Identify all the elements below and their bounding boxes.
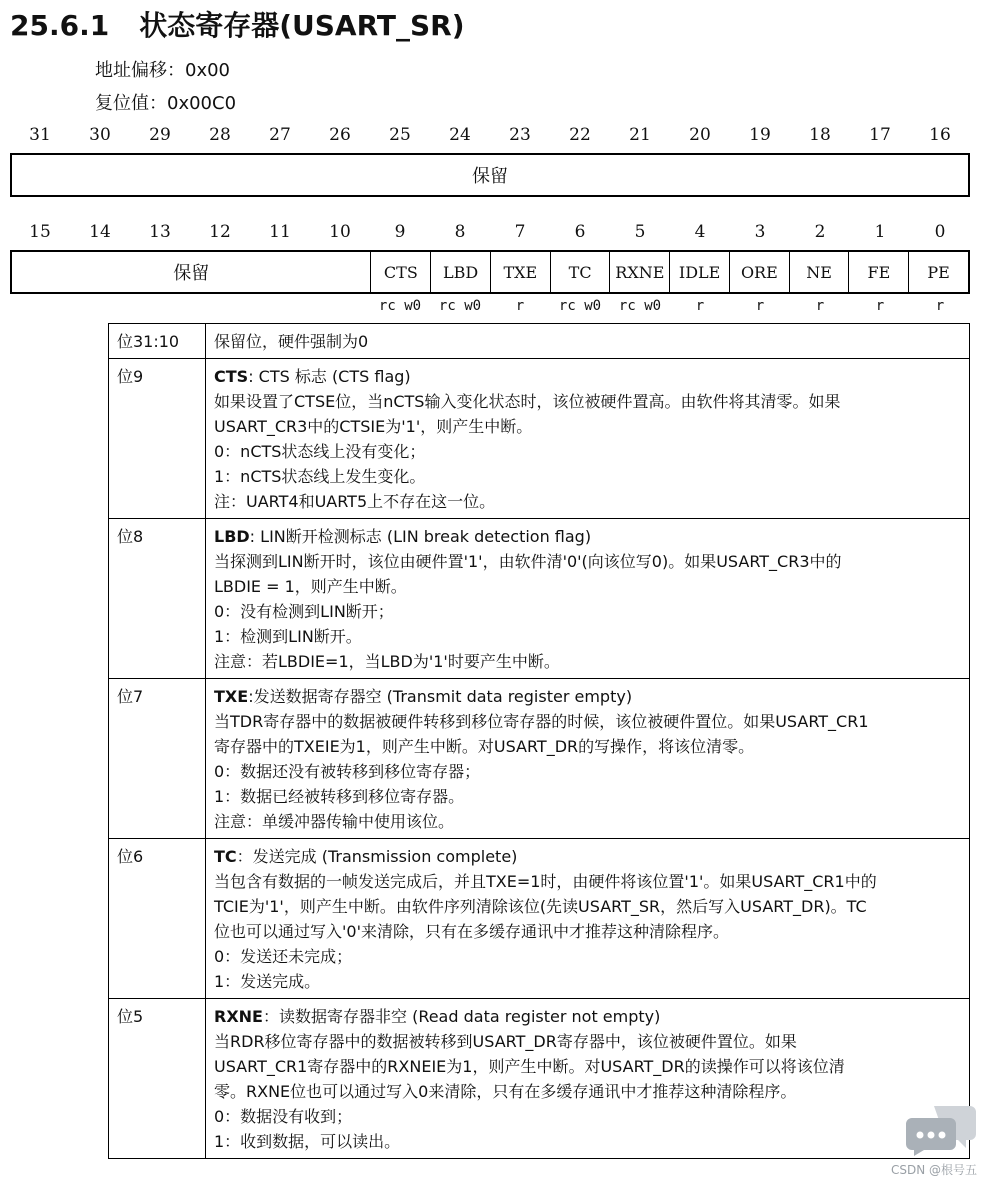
description-line: 0：数据还没有被转移到移位寄存器； <box>214 762 481 781</box>
reserved-field: 保留 <box>472 166 508 187</box>
description-line: 1：检测到LIN断开。 <box>214 627 362 646</box>
bit-number: 16 <box>929 125 951 145</box>
description-line: 如果设置了CTSE位，当nCTS输入变化状态时，该位被硬件置高。由软件将其清零。如果 <box>214 392 841 411</box>
field-txe: TXE <box>490 252 550 292</box>
access-type: r <box>815 298 825 314</box>
lower-bit-numbers <box>10 222 970 242</box>
access-type: r <box>755 298 765 314</box>
reserved-field: 保留 <box>173 263 210 284</box>
bit-row <box>109 519 970 679</box>
chat-bubble-icon <box>906 1104 976 1156</box>
bit-number: 11 <box>269 222 291 242</box>
bit-label: 位6 <box>109 839 206 999</box>
description-line: TCIE为'1'，则产生中断。由软件序列清除该位(先读USART_SR，然后写入USART_DR)。TC <box>214 897 867 916</box>
bit-number: 12 <box>209 222 231 242</box>
description-line: 当探测到LIN断开时，该位由硬件置'1'，由软件清'0'(向该位写0)。如果USART_CR3中的 <box>214 552 842 571</box>
access-type: rc w0 <box>558 298 602 314</box>
bit-number: 26 <box>329 125 351 145</box>
bit-number: 0 <box>934 222 946 242</box>
bit-number: 31 <box>29 125 51 145</box>
bit-row <box>109 359 970 519</box>
field-rxne: RXNE <box>609 252 669 292</box>
description-line: 当包含有数据的一帧发送完成后，并且TXE=1时，由硬件将该位置'1'。如果USART_CR1中的 <box>214 872 877 891</box>
description-line: 1：数据已经被转移到移位寄存器。 <box>214 787 465 806</box>
field-fe: FE <box>848 252 908 292</box>
description-line: 1：收到数据，可以读出。 <box>214 1132 401 1151</box>
bit-number: 15 <box>29 222 51 242</box>
bit-number: 27 <box>269 125 291 145</box>
bit-number: 21 <box>629 125 651 145</box>
bit-description <box>206 999 970 1159</box>
bit-number: 14 <box>89 222 111 242</box>
field-ore: ORE <box>729 252 789 292</box>
bit-label: 位9 <box>109 359 206 519</box>
watermark: CSDN @根号五 <box>890 1163 977 1177</box>
access-type: r <box>515 298 525 314</box>
bit-description <box>206 679 970 839</box>
description-line: 0：nCTS状态线上没有变化； <box>214 442 426 461</box>
title-text: : LIN断开检测标志 (LIN break detection flag) <box>249 527 592 546</box>
bit-row <box>109 999 970 1159</box>
title-text: ：发送完成 (Transmission complete) <box>236 847 518 866</box>
field-idle: IDLE <box>669 252 729 292</box>
description-line: 注：UART4和UART5上不存在这一位。 <box>214 492 496 511</box>
field-cts: CTS <box>370 252 430 292</box>
field-lbd: LBD <box>430 252 490 292</box>
field-ne: NE <box>789 252 849 292</box>
field-name: TXE <box>214 687 249 706</box>
description-line: USART_CR1寄存器中的RXNEIE为1，则产生中断。对USART_DR的读操作可以将该位清 <box>214 1057 845 1076</box>
bit-description <box>206 324 970 359</box>
bit-number: 20 <box>689 125 711 145</box>
bit-number: 19 <box>749 125 771 145</box>
bit-row <box>109 679 970 839</box>
bit-number: 28 <box>209 125 231 145</box>
bit-title <box>214 1004 963 1029</box>
bit-row <box>109 324 970 359</box>
field-name: TC <box>214 847 237 866</box>
description-line: 注意：若LBDIE=1，当LBD为'1'时要产生中断。 <box>214 652 560 671</box>
description-line: 当TDR寄存器中的数据被硬件转移到移位寄存器的时候，该位被硬件置位。如果USART_CR1 <box>214 712 869 731</box>
bit-number: 25 <box>389 125 411 145</box>
access-type: rc w0 <box>618 298 662 314</box>
bit-description <box>206 839 970 999</box>
description-line: 位也可以通过写入'0'来清除，只有在多缓存通讯中才推荐这种清除程序。 <box>214 922 729 941</box>
description-line: 0：发送还未完成； <box>214 947 353 966</box>
upper-bit-numbers <box>10 125 970 145</box>
bit-label: 位7 <box>109 679 206 839</box>
bit-number: 4 <box>694 222 706 242</box>
description-line: 零。RXNE位也可以通过写入0来清除，只有在多缓存通讯中才推荐这种清除程序。 <box>214 1082 797 1101</box>
bit-label: 位8 <box>109 519 206 679</box>
title-text: : CTS 标志 (CTS flag) <box>248 367 411 386</box>
bit-number: 24 <box>449 125 471 145</box>
bit-number: 13 <box>149 222 171 242</box>
bit-title <box>214 524 963 549</box>
field-pe: PE <box>908 252 968 292</box>
bit-title <box>214 844 963 869</box>
description-line: 当RDR移位寄存器中的数据被转移到USART_DR寄存器中，该位被硬件置位。如果 <box>214 1032 797 1051</box>
bit-number: 5 <box>634 222 646 242</box>
bit-row <box>109 839 970 999</box>
bit-number: 17 <box>869 125 891 145</box>
bit-number: 2 <box>814 222 826 242</box>
bit-label: 位5 <box>109 999 206 1159</box>
description-line: 保留位，硬件强制为0 <box>214 332 369 351</box>
address-offset: 地址偏移：0x00 <box>95 60 231 81</box>
title-text: ：读数据寄存器非空 (Read data register not empty) <box>262 1007 661 1026</box>
access-types <box>370 298 970 314</box>
access-type: r <box>695 298 705 314</box>
bit-number: 30 <box>89 125 111 145</box>
field-name: RXNE <box>214 1007 263 1026</box>
access-type: rc w0 <box>438 298 482 314</box>
description-line: 注意：单缓冲器传输中使用该位。 <box>214 812 455 831</box>
bit-title <box>214 364 963 389</box>
description-line: LBDIE = 1，则产生中断。 <box>214 577 407 596</box>
bit-number: 18 <box>809 125 831 145</box>
description-line: 寄存器中的TXEIE为1，则产生中断。对USART_DR的写操作，将该位清零。 <box>214 737 755 756</box>
section-heading <box>10 4 465 44</box>
description-line: 1：发送完成。 <box>214 972 321 991</box>
title-text: :发送数据寄存器空 (Transmit data register empty) <box>248 687 633 706</box>
description-line: 0：没有检测到LIN断开； <box>214 602 394 621</box>
lower-register-row <box>10 250 970 294</box>
bit-label: 位31:10 <box>109 324 206 359</box>
access-type: r <box>935 298 945 314</box>
field-name: LBD <box>214 527 250 546</box>
description-line: USART_CR3中的CTSIE为'1'，则产生中断。 <box>214 417 533 436</box>
bit-description <box>206 519 970 679</box>
reset-value: 复位值：0x00C0 <box>95 93 237 114</box>
bit-number: 9 <box>394 222 406 242</box>
bit-number: 6 <box>574 222 586 242</box>
field-name: CTS <box>214 367 249 386</box>
bit-number: 7 <box>514 222 526 242</box>
field-tc: TC <box>550 252 610 292</box>
bit-number: 10 <box>329 222 351 242</box>
bit-description-table <box>108 323 970 1159</box>
section-title: 状态寄存器(USART_SR) <box>139 9 465 42</box>
bit-description <box>206 359 970 519</box>
description-line: 1：nCTS状态线上发生变化。 <box>214 467 426 486</box>
access-type: rc w0 <box>378 298 422 314</box>
section-number: 25.6.1 <box>10 9 110 42</box>
description-line: 0：数据没有收到； <box>214 1107 353 1126</box>
bit-title <box>214 684 963 709</box>
bit-number: 8 <box>454 222 466 242</box>
bit-number: 3 <box>754 222 766 242</box>
bit-number: 23 <box>509 125 531 145</box>
bit-number: 22 <box>569 125 591 145</box>
access-type: r <box>875 298 885 314</box>
bit-number: 29 <box>149 125 171 145</box>
upper-register-row <box>10 153 970 197</box>
bit-number: 1 <box>874 222 886 242</box>
